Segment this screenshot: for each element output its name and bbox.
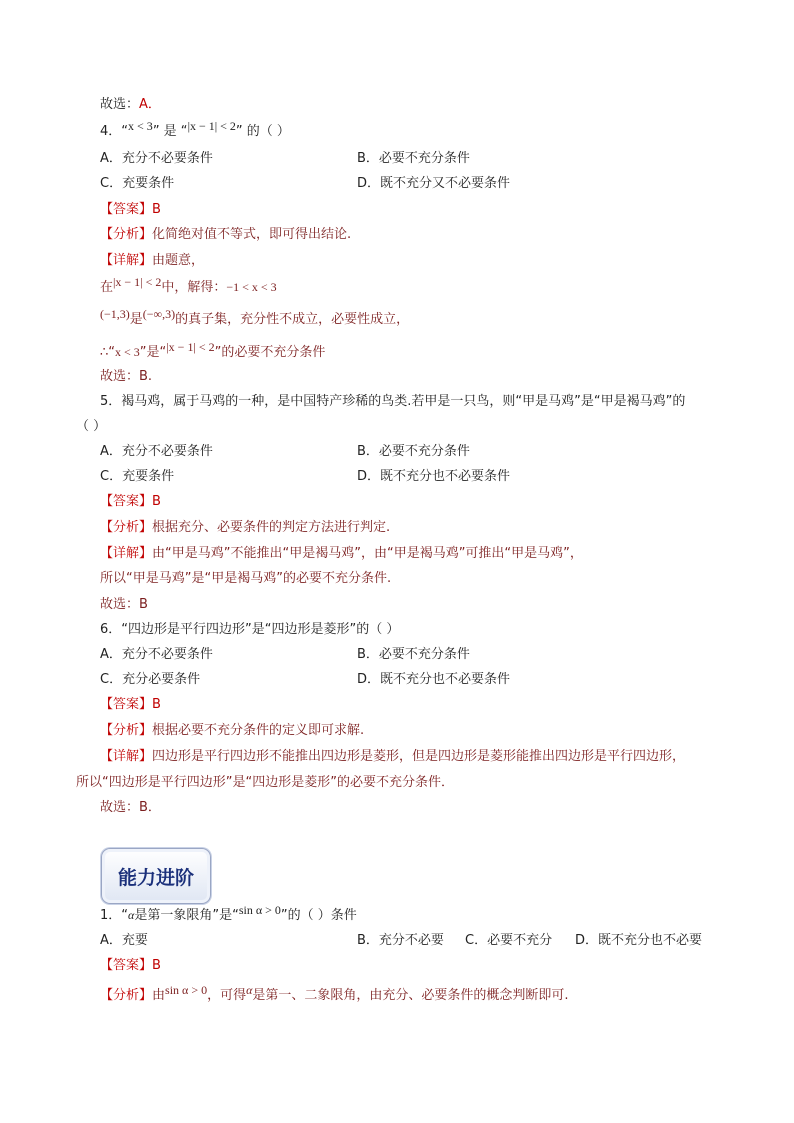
- math-expression: α: [246, 983, 253, 997]
- answer-tag: 【答案】: [100, 697, 153, 712]
- math-expression: x < 3: [115, 345, 140, 359]
- q4-option-d: D．既不充分又不必要条件: [357, 176, 511, 191]
- q5-stem-1: 5．褐马鸡，属于马鸡的一种，是中国特产珍稀的鸟类.若甲是一只鸟，则“甲是马鸡”是“甲是褐马鸡”的: [100, 394, 686, 409]
- q5-option-a: A．充分不必要条件: [100, 444, 213, 459]
- detail-tag: 【详解】: [100, 546, 153, 561]
- analysis-text: ，可得: [207, 988, 247, 1003]
- detail-text: 中，解得：: [161, 280, 227, 295]
- math-expression: sin α > 0: [165, 983, 208, 997]
- detail-tag: 【详解】: [100, 253, 153, 268]
- p1-analysis: [100, 983, 569, 1005]
- p1-option-d: D．既不充分也不必要: [575, 933, 703, 948]
- q4-detail-2: [100, 275, 277, 297]
- q5-option-d: D．既不充分也不必要条件: [357, 469, 511, 484]
- analysis-text: 化简绝对值不等式，即可得出结论.: [152, 227, 352, 242]
- q4-option-b: B．必要不充分条件: [357, 151, 470, 166]
- p1-answer: [100, 957, 161, 975]
- detail-text: 四边形是平行四边形不能推出四边形是菱形，但是四边形是菱形能推出四边形是平行四边形，: [152, 749, 686, 764]
- detail-text: ∴“: [100, 345, 116, 360]
- math-expression: −1 < x < 3: [226, 280, 277, 294]
- q6-conclusion: 故选：B．: [100, 800, 161, 815]
- q6-detail-2: 所以“四边形是平行四边形”是“四边形是菱形”的必要不充分条件．: [76, 775, 454, 790]
- q5-detail-1: [100, 545, 583, 563]
- q5-detail-2: 所以“甲是马鸡”是“甲是褐马鸡”的必要不充分条件.: [100, 571, 392, 586]
- q4-detail-4: [100, 340, 326, 362]
- stem-part: ”的（ ）条件: [280, 908, 357, 923]
- q6-stem: 6．“四边形是平行四边形”是“四边形是菱形”的（ ）: [100, 622, 400, 637]
- math-expression: sin α > 0: [238, 903, 281, 917]
- q6-analysis: [100, 722, 364, 740]
- detail-text: 由题意，: [152, 253, 205, 268]
- stem-part: ” 的（ ）: [235, 124, 290, 139]
- q5-conclusion: 故选：B: [100, 597, 148, 612]
- answer-value: B: [152, 494, 161, 509]
- q5-stem-2: （ ）: [76, 419, 107, 434]
- analysis-tag: 【分析】: [100, 988, 153, 1003]
- detail-text: 是: [129, 312, 143, 327]
- detail-text: 的真子集，充分性不成立，必要性成立，: [175, 312, 410, 327]
- section-title: 能力进阶: [117, 866, 194, 889]
- detail-text: 由“甲是马鸡”不能推出“甲是褐马鸡”，由“甲是褐马鸡”可推出“甲是马鸡”，: [152, 546, 583, 561]
- detail-text: ”的必要不充分条件: [214, 345, 326, 360]
- detail-text: ”是“: [139, 345, 167, 360]
- q4-analysis: [100, 226, 351, 244]
- math-expression: |x − 1| < 2: [166, 340, 215, 354]
- answer-value: B: [152, 958, 161, 973]
- answer-value: B: [152, 697, 161, 712]
- stem-part: “: [121, 124, 129, 139]
- p1-stem: [100, 903, 357, 925]
- conclusion-value: A．: [139, 97, 161, 112]
- analysis-text: 由: [152, 988, 166, 1003]
- analysis-tag: 【分析】: [100, 520, 153, 535]
- answer-value: B: [152, 202, 161, 217]
- analysis-text: 是第一、二象限角，由充分、必要条件的概念判断即可.: [252, 988, 569, 1003]
- answer-tag: 【答案】: [100, 494, 153, 509]
- math-expression: (−1,3): [100, 307, 130, 321]
- q4-answer: [100, 201, 161, 219]
- q6-detail-1: [100, 748, 685, 766]
- math-expression: |x − 1| < 2: [187, 119, 236, 133]
- q6-answer: [100, 696, 161, 714]
- math-expression: (−∞,3): [142, 307, 176, 321]
- q4-detail-1: [100, 252, 204, 270]
- q5-option-b: B．必要不充分条件: [357, 444, 470, 459]
- conclusion-label: 故选：: [100, 97, 140, 112]
- p1-option-a: A．充要: [100, 933, 148, 948]
- q5-option-c: C．充要条件: [100, 469, 175, 484]
- answer-tag: 【答案】: [100, 202, 153, 217]
- q6-option-a: A．充分不必要条件: [100, 647, 213, 662]
- math-expression: α: [128, 908, 135, 922]
- q4-option-a: A．充分不必要条件: [100, 151, 213, 166]
- detail-text: 在: [100, 280, 114, 295]
- p1-option-c: C．必要不充分: [465, 933, 553, 948]
- q4-detail-3: [100, 307, 410, 329]
- q5-analysis: [100, 519, 390, 537]
- stem-part: 1．“: [100, 908, 129, 923]
- question-number: 4．: [100, 124, 122, 139]
- analysis-text: 根据必要不充分条件的定义即可求解.: [152, 723, 365, 738]
- detail-tag: 【详解】: [100, 749, 153, 764]
- math-expression: x < 3: [128, 119, 153, 133]
- q6-option-b: B．必要不充分条件: [357, 647, 470, 662]
- q3-conclusion: [100, 96, 161, 114]
- q4-conclusion: 故选：B.: [100, 369, 153, 384]
- analysis-tag: 【分析】: [100, 723, 153, 738]
- p1-option-b: B．充分不必要: [357, 933, 444, 948]
- analysis-text: 根据充分、必要条件的判定方法进行判定.: [152, 520, 391, 535]
- answer-tag: 【答案】: [100, 958, 153, 973]
- q5-answer: [100, 493, 161, 511]
- stem-part: ” 是 “: [152, 124, 188, 139]
- q6-option-c: C．充分必要条件: [100, 672, 201, 687]
- q4-option-c: C．充要条件: [100, 176, 175, 191]
- q4-stem: [100, 119, 290, 141]
- section-badge: [101, 848, 211, 904]
- stem-part: 是第一象限角”是“: [134, 908, 239, 923]
- math-expression: |x − 1| < 2: [113, 275, 162, 289]
- analysis-tag: 【分析】: [100, 227, 153, 242]
- q6-option-d: D．既不充分也不必要条件: [357, 672, 511, 687]
